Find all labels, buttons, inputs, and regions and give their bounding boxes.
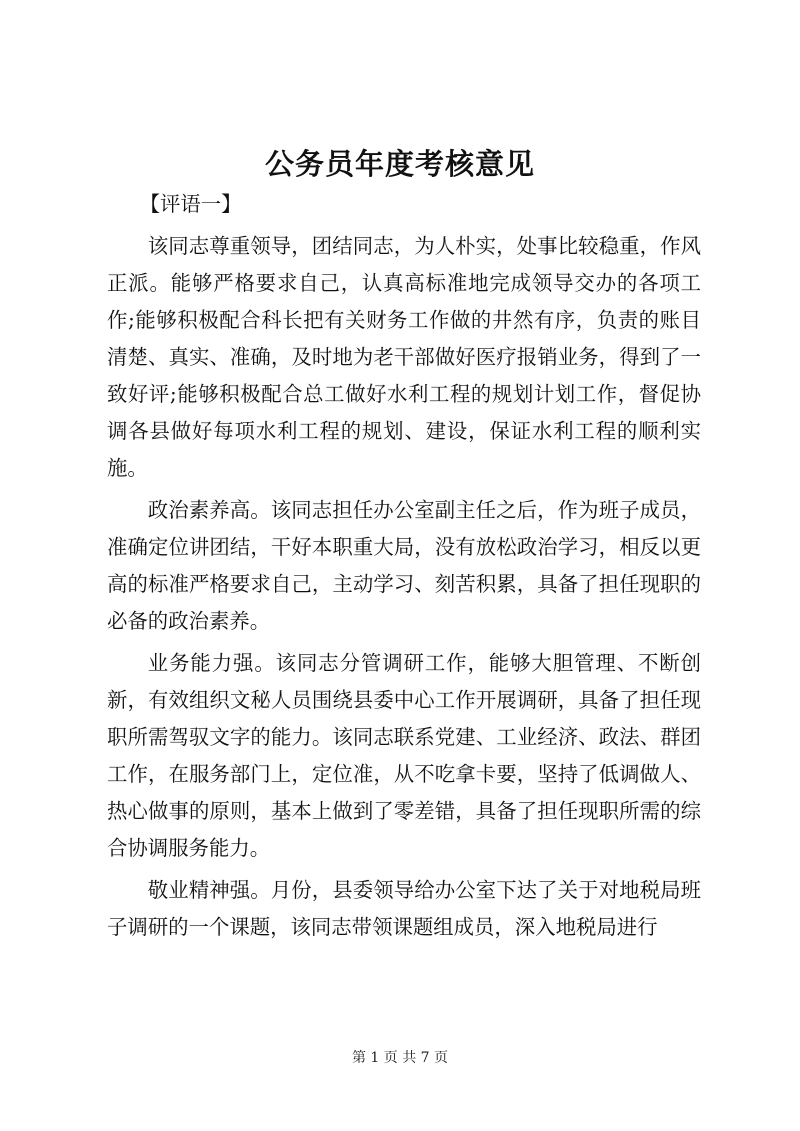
paragraph-3: 业务能力强。该同志分管调研工作，能够大胆管理、不断创新，有效组织文秘人员围绕县委中心工作开展调研，具备了担任现职所需驾驭文字的能力。该同志联系党建、工业经济、政法、群团工作，在服务部门上，定位准，从不吃拿卡要，坚持了低调做人、热心做事的原则，基本上做到了零差错，具备了担任现职所需的综合协调服务能力。 bbox=[107, 651, 701, 860]
section-label: 【评语一】 bbox=[139, 192, 242, 216]
paragraph-4: 敬业精神强。月份，县委领导给办公室下达了关于对地税局班子调研的一个课题，该同志带领课题组成员，深入地税局进行 bbox=[107, 878, 701, 939]
paragraph-2: 政治素养高。该同志担任办公室副主任之后，作为班子成员，准确定位讲团结，干好本职重大局，没有放松政治学习，相反以更高的标准严格要求自己，主动学习、刻苦积累，具备了担任现职的必备的政治素养。 bbox=[107, 498, 701, 633]
page-footer: 第 1 页 共 7 页 bbox=[351, 1050, 449, 1066]
paragraph-1: 该同志尊重领导，团结同志，为人朴实，处事比较稳重，作风正派。能够严格要求自己，认真高标准地完成领导交办的各项工作;能够积极配合科长把有关财务工作做的井然有序，负责的账目清楚、真实、准确，及时地为老干部做好医疗报销业务，得到了一致好评;能够积极配合总工做好水利工程的规划计划工作，督促协调各县做好每项水利工程的规划、建设，保证水利工程的顺利实施。 bbox=[107, 234, 701, 480]
document-title: 公务员年度考核意见 bbox=[264, 147, 535, 181]
document-body bbox=[107, 186, 701, 951]
